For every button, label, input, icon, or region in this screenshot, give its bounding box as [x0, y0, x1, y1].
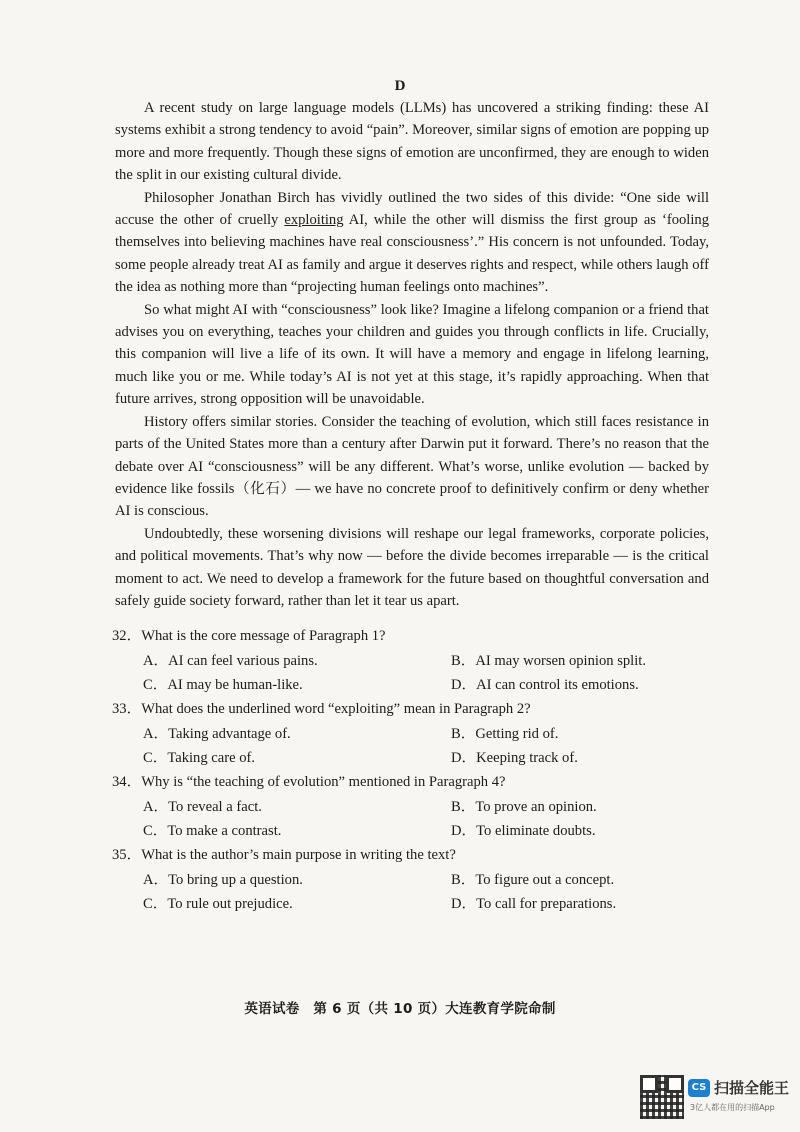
question-stem: 32．What is the core message of Paragraph 1?	[112, 628, 386, 644]
camscanner-logo-icon: CS	[688, 1079, 710, 1097]
question-stem: 35．What is the author’s main purpose in writing the text?	[112, 847, 456, 863]
option-grid	[112, 649, 692, 697]
option-d: D．AI can control its emotions.	[451, 677, 639, 693]
underlined-word: exploiting	[284, 212, 344, 229]
question-34	[112, 770, 692, 843]
watermark-tagline: 3亿人都在用的扫描App	[690, 1103, 775, 1112]
option-a: A．AI can feel various pains.	[143, 653, 318, 669]
question-stem: 33．What does the underlined word “exploiting” mean in Paragraph 2?	[112, 701, 531, 717]
paragraph-3: So what might AI with “consciousness” look like? Imagine a lifelong companion or a friend that advises you on everything, teaches your children and guides you through conflicts in life. Crucially, this companion will live a life of its own. It will have a memory and engage in lifelong learning, much like you or me. While today’s AI is not yet at this stage, it’s rapidly approaching. When that future arrives, strong opposition will be unavoidable.	[115, 301, 709, 408]
section-title: D	[394, 78, 406, 94]
option-a: A．Taking advantage of.	[143, 726, 291, 742]
option-d: D．To eliminate doubts.	[451, 823, 596, 839]
question-stem: 34．Why is “the teaching of evolution” mentioned in Paragraph 4?	[112, 774, 506, 790]
paragraph-2-start: Philosopher Jonathan Birch has vividly outlined the two sides of this divide: “One side will accuse the other of cruelly	[115, 189, 709, 229]
option-grid	[112, 722, 692, 770]
option-b: B．To figure out a concept.	[451, 872, 615, 888]
watermark-app-name: 扫描全能王	[714, 1079, 790, 1097]
question-list	[112, 624, 692, 916]
option-a: A．To bring up a question.	[143, 872, 303, 888]
reading-passage	[115, 97, 709, 612]
paragraph-2-end: AI, while the other will dismiss the first group as ‘fooling themselves into believing machines have real consciousness’.” His concern is not unfounded. Today, some people already treat AI as family and argue it deserves rights and respect, while others laugh off the idea as nothing more than “projecting human feelings onto machines”.	[115, 212, 709, 296]
option-d: D．Keeping track of.	[451, 750, 578, 766]
page-footer: 英语试卷 第 6 页（共 10 页）大连教育学院命制	[244, 1001, 556, 1017]
qr-code-icon	[640, 1075, 684, 1119]
option-c: C．To make a contrast.	[143, 823, 282, 839]
paragraph-4: History offers similar stories. Consider the teaching of evolution, which still faces resistance in parts of the United States more than a century after Darwin put it forward. There’s no reason that the debate over AI “consciousness” will be any different. What’s worse, unlike evolution — backed by evidence like fossils（化石）— we have no concrete proof to definitively confirm or deny whether AI is conscious.	[115, 413, 709, 520]
question-33	[112, 697, 692, 770]
question-32	[112, 624, 692, 697]
option-d: D．To call for preparations.	[451, 896, 617, 912]
option-grid	[112, 868, 692, 916]
scanner-watermark	[640, 1075, 790, 1121]
option-a: A．To reveal a fact.	[143, 799, 262, 815]
paragraph-5: Undoubtedly, these worsening divisions will reshape our legal frameworks, corporate policies, and political movements. That’s why now — before the divide becomes irreparable — is the critical moment to act. We need to develop a framework for the future based on thoughtful conversation and safely guide society forward, rather than let it tear us apart.	[115, 525, 709, 609]
option-c: C．Taking care of.	[143, 750, 256, 766]
paragraph-2	[115, 187, 709, 299]
option-b: B．AI may worsen opinion split.	[451, 653, 646, 669]
option-grid	[112, 795, 692, 843]
option-b: B．To prove an opinion.	[451, 799, 597, 815]
paragraph-1: A recent study on large language models (LLMs) has uncovered a striking finding: these AI systems exhibit a strong tendency to avoid “pain”. Moreover, similar signs of emotion are popping up more and more frequently. Though these signs of emotion are unconfirmed, they are enough to widen the split in our existing cultural divide.	[115, 100, 709, 184]
option-b: B．Getting rid of.	[451, 726, 559, 742]
question-35	[112, 843, 692, 916]
option-c: C．To rule out prejudice.	[143, 896, 293, 912]
option-c: C．AI may be human-like.	[143, 677, 303, 693]
